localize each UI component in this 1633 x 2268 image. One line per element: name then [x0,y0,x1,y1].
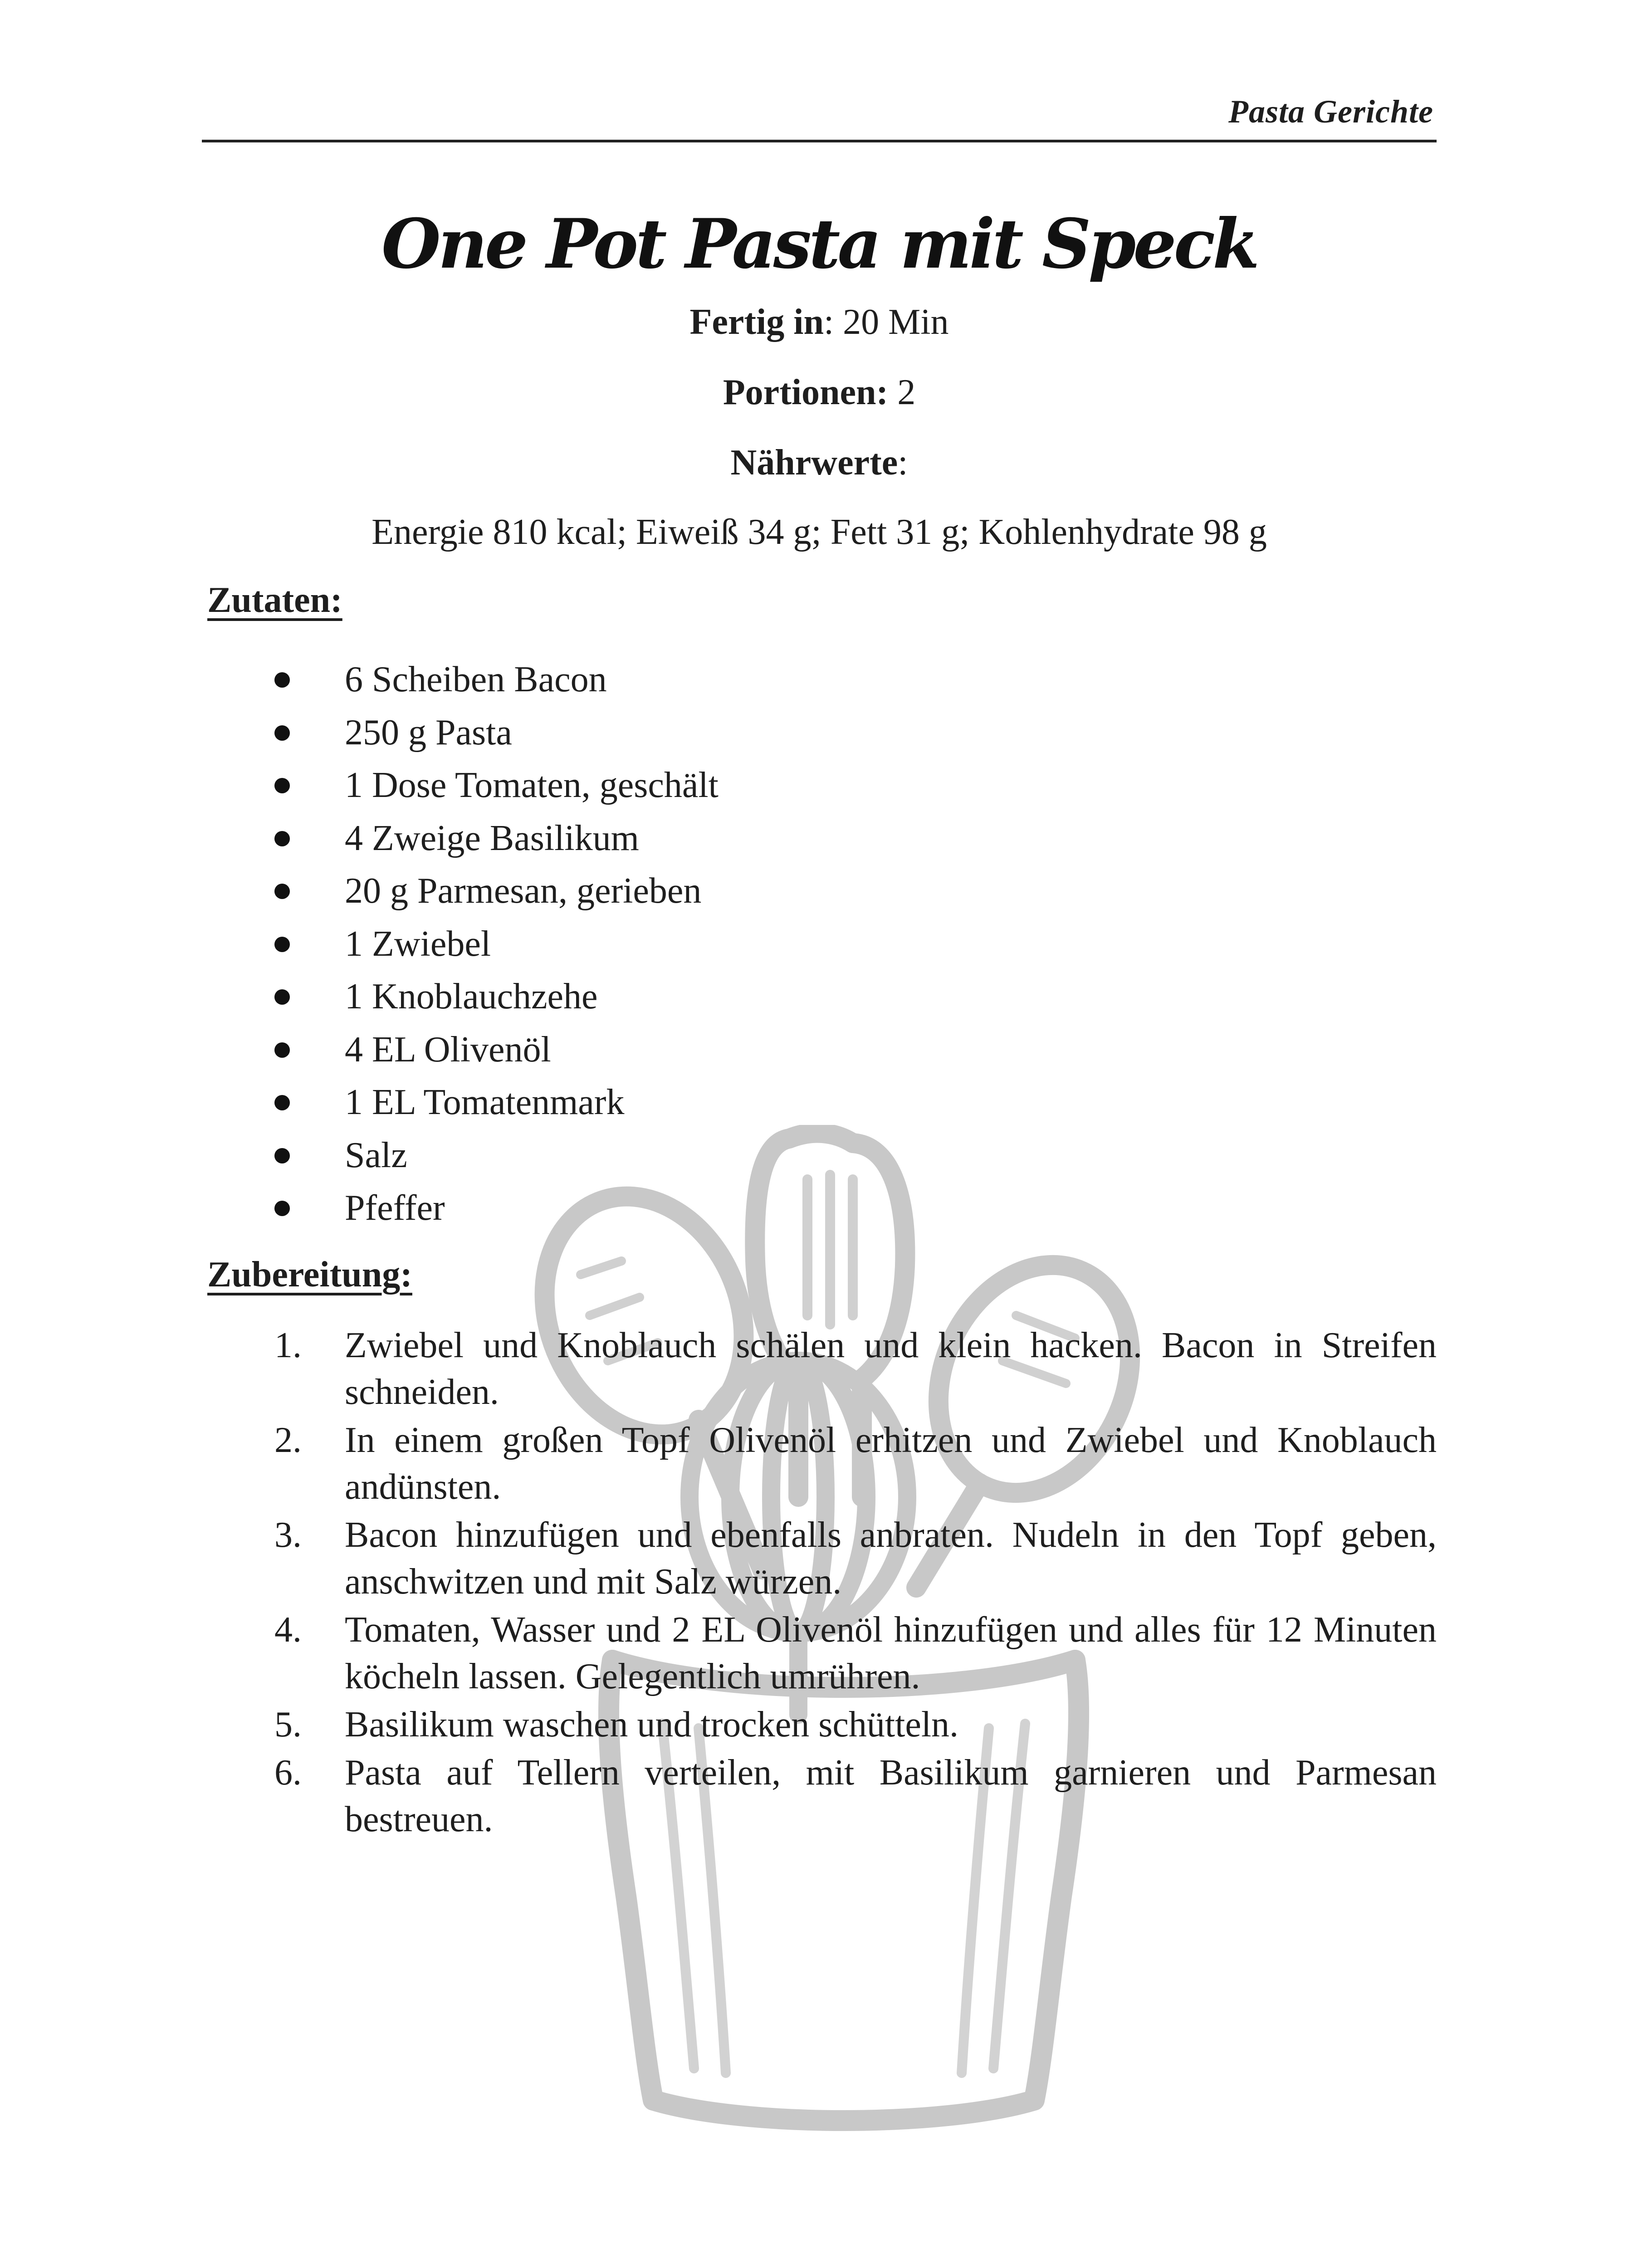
ingredient-text: 1 EL Tomatenmark [345,1082,625,1122]
ingredient-item [202,1129,1437,1182]
preparation-heading: Zubereitung: [207,1255,412,1295]
step-number: 4. [274,1610,302,1650]
recipe-title: One Pot Pasta mit Speck [381,204,1257,284]
preparation-step [202,1750,1437,1843]
bullet-icon [274,672,290,688]
step-text: In einem großen Topf Olivenöl erhitzen und Zwiebel und Knoblauch andünsten. [345,1420,1437,1507]
ingredient-item [202,1182,1437,1235]
bullet-icon [274,989,290,1005]
step-text: Pasta auf Tellern verteilen, mit Basilikum garnieren und Parmesan bestreuen. [345,1753,1437,1839]
prep-time-value: : 20 Min [823,302,949,342]
preparation-step [202,1322,1437,1416]
ingredient-item [202,1076,1437,1129]
step-number: 5. [274,1705,302,1745]
step-number: 6. [274,1753,302,1793]
prep-time [202,302,1437,343]
preparation-step [202,1417,1437,1510]
ingredient-item [202,812,1437,865]
nutrition-colon: : [898,443,908,483]
bullet-icon [274,1201,290,1216]
bullet-icon [274,725,290,741]
step-number: 2. [274,1420,302,1460]
ingredient-text: 1 Knoblauchzehe [345,977,598,1017]
nutrition-heading [202,442,1437,484]
ingredient-item [202,759,1437,812]
bullet-icon [274,937,290,952]
ingredient-text: 4 EL Olivenöl [345,1029,551,1070]
ingredient-item [202,706,1437,759]
bullet-icon [274,884,290,899]
portions-value: 2 [888,372,916,412]
step-text: Bacon hinzufügen und ebenfalls anbraten. Nudeln in den Topf geben, anschwitzen und mit Salz würzen. [345,1515,1437,1602]
ingredient-item [202,865,1437,918]
step-text: Basilikum waschen und trocken schütteln. [345,1705,959,1745]
nutrition-values: Energie 810 kcal; Eiweiß 34 g; Fett 31 g; Kohlenhydrate 98 g [372,512,1267,552]
preparation-step [202,1701,1437,1748]
step-number: 1. [274,1325,302,1365]
bullet-icon [274,1148,290,1163]
bullet-icon [274,1095,290,1110]
prep-time-label: Fertig in [689,302,824,342]
ingredient-item [202,970,1437,1023]
ingredient-text: 4 Zweige Basilikum [345,818,639,858]
running-header: Pasta Gerichte [1228,93,1433,130]
preparation-step [202,1512,1437,1605]
bullet-icon [274,778,290,793]
preparation-step [202,1607,1437,1700]
ingredient-text: 20 g Parmesan, gerieben [345,871,702,911]
ingredients-heading: Zutaten: [207,580,342,620]
step-text: Zwiebel und Knoblauch schälen und klein hacken. Bacon in Streifen schneiden. [345,1325,1437,1412]
bullet-icon [274,1042,290,1058]
ingredient-text: 1 Dose Tomaten, geschält [345,765,719,805]
ingredient-text: Pfeffer [345,1188,445,1228]
portions-label: Portionen: [723,372,889,412]
ingredient-text: 6 Scheiben Bacon [345,660,607,699]
ingredients-list [202,653,1437,1235]
ingredient-item [202,918,1437,971]
ingredient-text: Salz [345,1135,407,1175]
header-rule [202,140,1437,142]
nutrition-label: Nährwerte [730,443,898,483]
ingredient-text: 250 g Pasta [345,712,512,753]
portions [202,372,1437,413]
ingredient-text: 1 Zwiebel [345,924,491,964]
ingredient-item [202,1023,1437,1076]
bullet-icon [274,831,290,846]
step-number: 3. [274,1515,302,1555]
preparation-steps [202,1322,1437,1844]
step-text: Tomaten, Wasser und 2 EL Olivenöl hinzufügen und alles für 12 Minuten köcheln lassen. Gelegentlich umrühren. [345,1610,1437,1696]
ingredient-item [202,653,1437,706]
